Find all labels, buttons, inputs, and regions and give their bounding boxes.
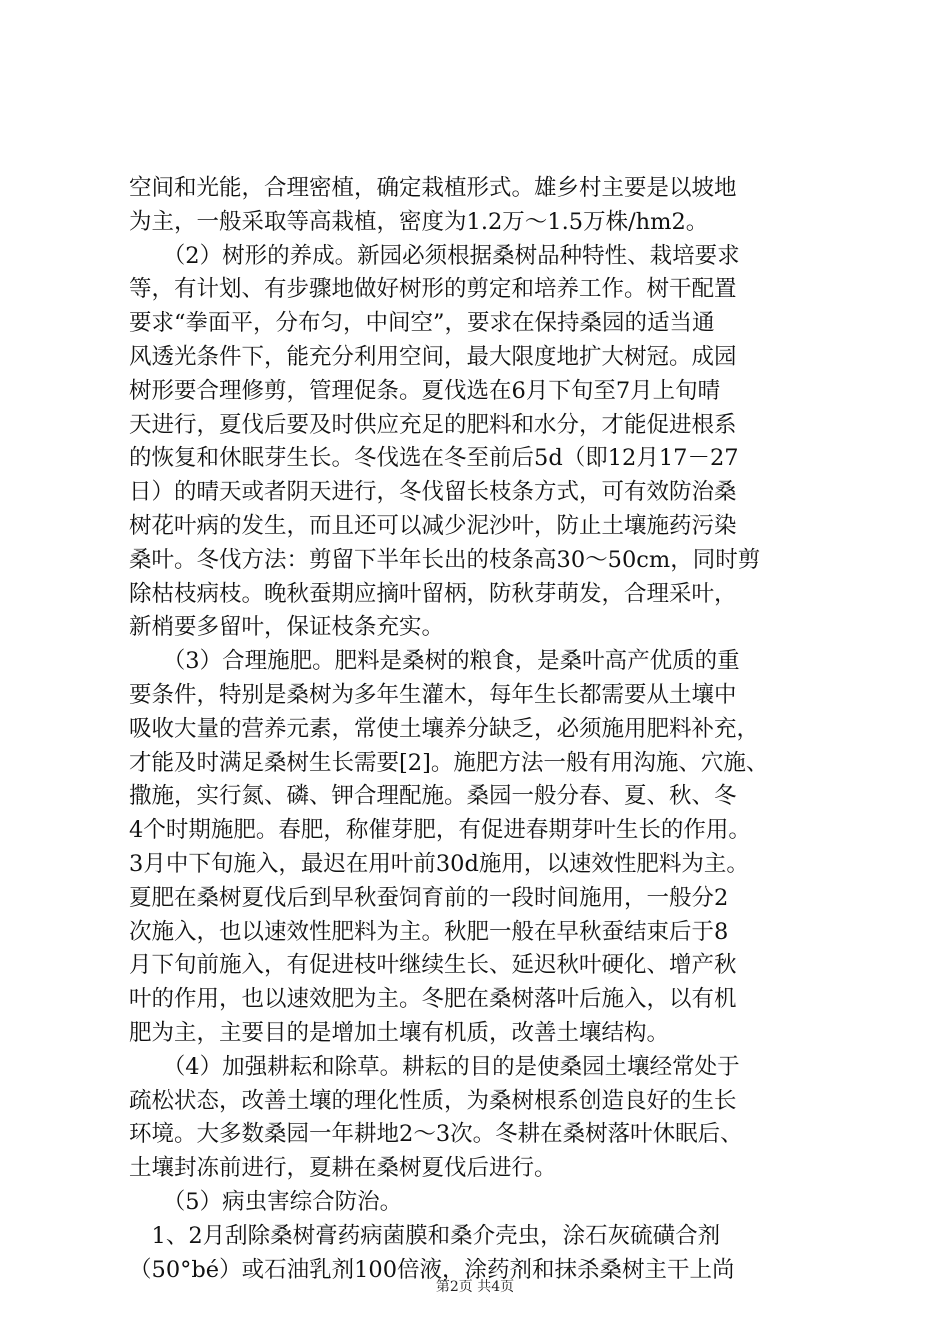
text-line: 夏肥在桑树夏伐后到早秋蚕饲育前的一段时间施用，一般分2	[129, 884, 729, 911]
page-number-label: 第2页 共4页	[435, 1279, 515, 1295]
text-line: 要求“拳面平，分布匀，中间空”，要求在保持桑园的适当通	[129, 310, 715, 337]
text-line: 要条件，特别是桑树为多年生灌木，每年生长都需要从土壤中	[129, 681, 737, 708]
text-line: 新梢要多留叶，保证枝条充实。	[129, 614, 445, 641]
page-footer	[0, 1277, 950, 1297]
text-line: 土壤封冻前进行，夏耕在桑树夏伐后进行。	[129, 1155, 557, 1182]
text-line: 疏松状态，改善土壤的理化性质，为桑树根系创造良好的生长	[129, 1087, 737, 1114]
text-line: 日）的晴天或者阴天进行，冬伐留长枝条方式，可有效防治桑	[129, 479, 737, 506]
text-line: 树花叶病的发生，而且还可以减少泥沙叶，防止土壤施药污染	[129, 512, 737, 539]
text-line: 树形要合理修剪，管理促条。夏伐选在6月下旬至7月上旬晴	[129, 377, 721, 404]
text-line: 桑叶。冬伐方法：剪留下半年长出的枝条高30～50cm，同时剪	[129, 546, 761, 573]
text-line: 肥为主，主要目的是增加土壤有机质，改善土壤结构。	[129, 1019, 670, 1046]
text-line: 3月中下旬施入，最迟在用叶前30d施用，以速效性肥料为主。	[129, 850, 749, 877]
text-line: 风透光条件下，能充分利用空间，最大限度地扩大树冠。成园	[129, 343, 737, 370]
text-line: 4个时期施肥。春肥，称催芽肥，有促进春期芽叶生长的作用。	[129, 817, 751, 844]
body-text	[129, 172, 829, 1287]
text-line: （2）树形的养成。新园必须根据桑树品种特性、栽培要求	[129, 242, 740, 269]
text-line: 月下旬前施入，有促进枝叶继续生长、延迟秋叶硬化、增产秋	[129, 952, 737, 979]
text-line: （5）病虫害综合防治。	[129, 1188, 403, 1215]
text-line: 环境。大多数桑园一年耕地2～3次。冬耕在桑树落叶休眠后、	[129, 1121, 743, 1148]
text-line: （4）加强耕耘和除草。耕耘的目的是使桑园土壤经常处于	[129, 1053, 740, 1080]
text-line: 除枯枝病枝。晚秋蚕期应摘叶留柄，防秋芽萌发，合理采叶，	[129, 580, 737, 607]
text-line: 叶的作用，也以速效肥为主。冬肥在桑树落叶后施入，以有机	[129, 986, 737, 1013]
text-line: 次施入，也以速效性肥料为主。秋肥一般在早秋蚕结束后于8	[129, 918, 729, 945]
text-line: （3）合理施肥。肥料是桑树的粮食，是桑叶高产优质的重	[129, 648, 740, 675]
text-line: 才能及时满足桑树生长需要[2]。施肥方法一般有用沟施、穴施、	[129, 749, 769, 776]
text-line: 吸收大量的营养元素，常使土壤养分缺乏，必须施用肥料补充，	[129, 715, 760, 742]
text-line: （50°bé）或石油乳剂100倍液，涂药剂和抹杀桑树主干上尚	[129, 1256, 735, 1283]
text-line: 的恢复和休眠芽生长。冬伐选在冬至前后5d（即12月17－27	[129, 445, 739, 472]
text-line: 天进行，夏伐后要及时供应充足的肥料和水分，才能促进根系	[129, 411, 737, 438]
text-line: 等，有计划、有步骤地做好树形的剪定和培养工作。树干配置	[129, 276, 737, 303]
text-line: 为主，一般采取等高栽植，密度为1.2万～1.5万株/hm2。	[129, 208, 709, 235]
text-line: 撒施，实行氮、磷、钾合理配施。桑园一般分春、夏、秋、冬	[129, 783, 737, 810]
text-line: 空间和光能，合理密植，确定栽植形式。雄乡村主要是以坡地	[129, 175, 737, 201]
text-line: 1、2月刮除桑树膏药病菌膜和桑介壳虫，涂石灰硫磺合剂	[129, 1222, 721, 1249]
